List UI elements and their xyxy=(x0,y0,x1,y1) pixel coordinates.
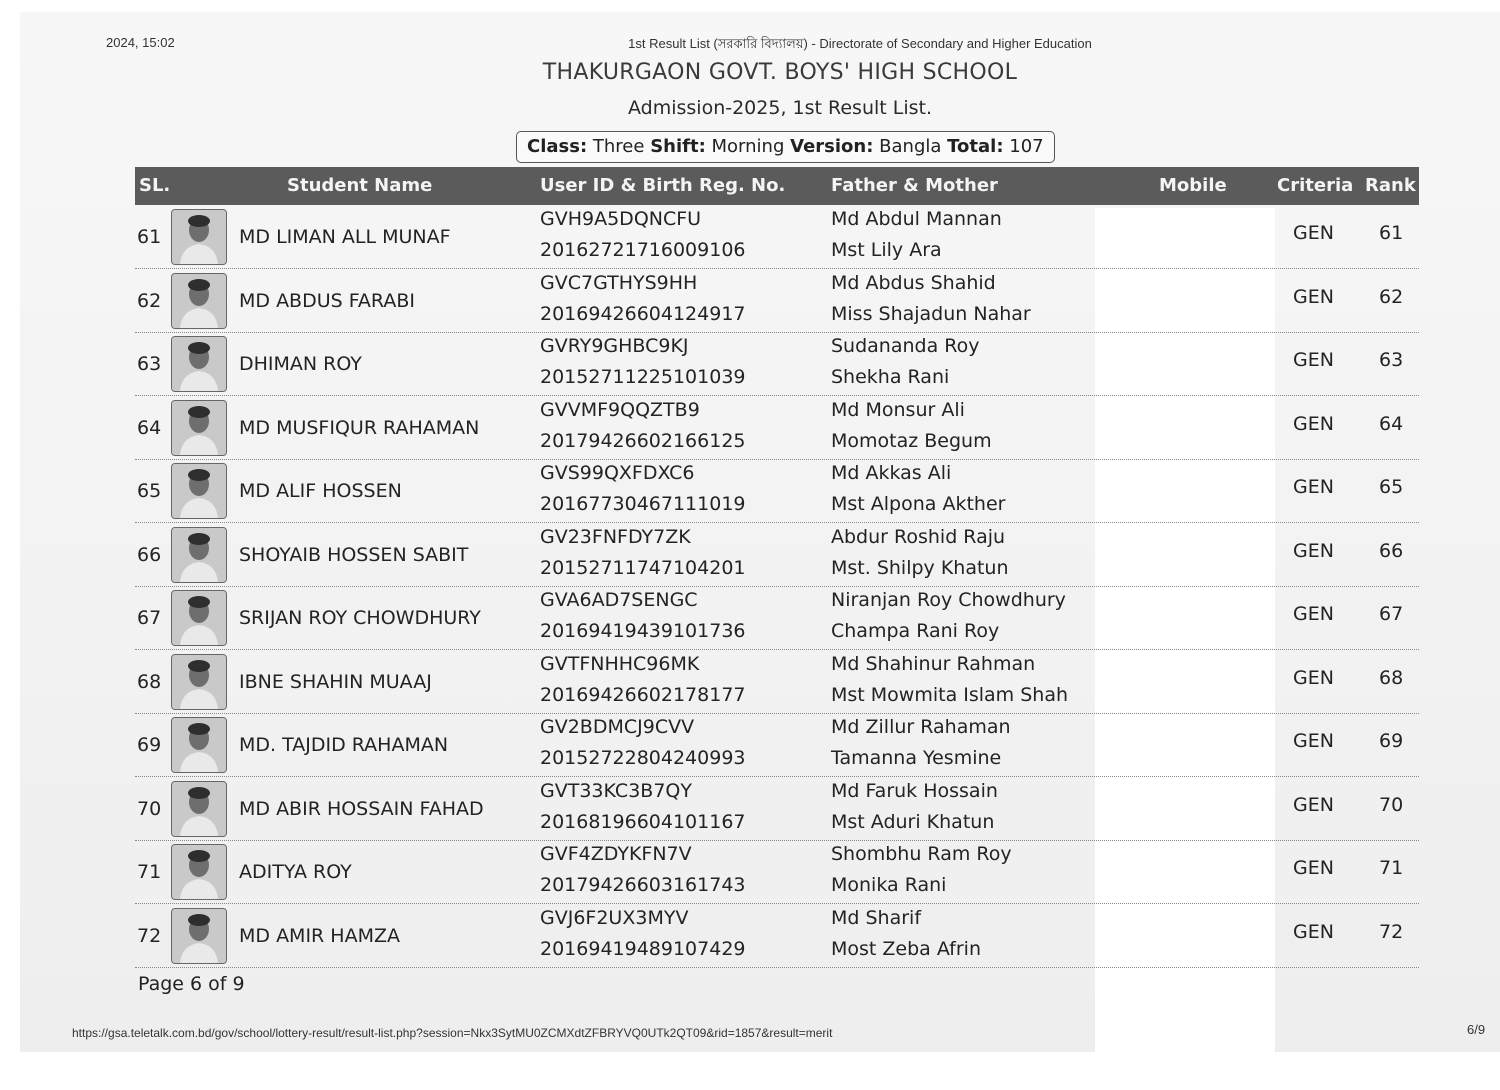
father-name: Md Zillur Rahaman xyxy=(831,716,1011,738)
admission-title: Admission-2025, 1st Result List. xyxy=(627,97,933,119)
version-label: Version: xyxy=(790,136,874,157)
serial-number: 62 xyxy=(137,289,162,312)
criteria: GEN xyxy=(1293,730,1334,752)
serial-number: 69 xyxy=(137,734,162,756)
criteria: GEN xyxy=(1293,539,1334,562)
version-value: Bangla xyxy=(879,136,942,157)
criteria: GEN xyxy=(1293,603,1334,625)
student-name: MD AMIR HAMZA xyxy=(239,924,400,947)
rank: 70 xyxy=(1379,793,1404,816)
student-photo xyxy=(171,590,227,646)
col-sl: SL. xyxy=(139,175,171,196)
rank: 63 xyxy=(1379,349,1404,371)
serial-number: 66 xyxy=(137,543,162,566)
birth-reg-number: 20169419439101736 xyxy=(540,620,746,642)
serial-number: 63 xyxy=(137,353,162,375)
student-photo xyxy=(171,654,227,710)
col-user-id: User ID & Birth Reg. No. xyxy=(540,175,786,196)
class-value: Three xyxy=(592,136,645,157)
student-photo xyxy=(171,336,227,392)
rank: 66 xyxy=(1379,539,1404,562)
criteria: GEN xyxy=(1293,285,1334,308)
page-title: 1st Result List (সরকারি বিদ্যালয়) - Directorate of Secondary and Higher Education xyxy=(628,36,1092,51)
student-name: MD MUSFIQUR RAHAMAN xyxy=(239,416,480,439)
student-photo xyxy=(171,717,227,773)
serial-number: 65 xyxy=(137,480,162,502)
shift-label: Shift: xyxy=(650,136,706,157)
mother-name: Shekha Rani xyxy=(831,366,950,388)
user-id: GVS99QXFDXC6 xyxy=(540,462,695,484)
father-name: Md Shahinur Rahman xyxy=(831,652,1036,675)
mother-name: Miss Shajadun Nahar xyxy=(831,302,1031,325)
birth-reg-number: 20152711225101039 xyxy=(540,366,746,388)
user-id: GVRY9GHBC9KJ xyxy=(540,335,689,357)
serial-number: 61 xyxy=(137,226,162,248)
print-page-number: 6/9 xyxy=(1467,1022,1486,1037)
criteria: GEN xyxy=(1293,857,1334,879)
table-row xyxy=(135,396,1419,460)
criteria: GEN xyxy=(1293,920,1334,943)
user-id: GVF4ZDYKFN7V xyxy=(540,843,692,865)
class-info-box xyxy=(516,131,1055,163)
birth-reg-number: 20169426602178177 xyxy=(540,683,746,706)
criteria: GEN xyxy=(1293,222,1334,244)
father-name: Shombhu Ram Roy xyxy=(831,843,1012,865)
father-name: Abdur Roshid Raju xyxy=(831,525,1006,548)
table-row xyxy=(135,650,1419,714)
mother-name: Mst Mowmita Islam Shah xyxy=(831,683,1069,706)
rank: 64 xyxy=(1379,412,1404,435)
father-name: Sudananda Roy xyxy=(831,335,980,357)
student-name: ADITYA ROY xyxy=(239,861,352,883)
rank: 67 xyxy=(1379,603,1404,625)
table-row xyxy=(135,269,1419,333)
father-name: Md Abdus Shahid xyxy=(831,271,996,294)
mother-name: Monika Rani xyxy=(831,874,947,896)
criteria: GEN xyxy=(1293,666,1334,689)
user-id: GVT33KC3B7QY xyxy=(540,779,692,802)
student-name: IBNE SHAHIN MUAAJ xyxy=(239,670,432,693)
mother-name: Mst Aduri Khatun xyxy=(831,810,995,833)
mother-name: Champa Rani Roy xyxy=(831,620,1000,642)
serial-number: 67 xyxy=(137,607,162,629)
student-photo xyxy=(171,209,227,265)
student-photo xyxy=(171,463,227,519)
birth-reg-number: 20169426604124917 xyxy=(540,302,746,325)
mother-name: Mst Lily Ara xyxy=(831,239,942,261)
table-row xyxy=(135,777,1419,841)
mother-name: Mst. Shilpy Khatun xyxy=(831,556,1009,579)
user-id: GVC7GTHYS9HH xyxy=(540,271,698,294)
student-name: SRIJAN ROY CHOWDHURY xyxy=(239,607,481,629)
mother-name: Momotaz Begum xyxy=(831,429,992,452)
student-name: MD LIMAN ALL MUNAF xyxy=(239,226,451,248)
user-id: GVVMF9QQZTB9 xyxy=(540,398,700,421)
student-photo xyxy=(171,844,227,900)
table-row xyxy=(135,586,1419,650)
table-row xyxy=(135,332,1419,396)
page-url: https://gsa.teletalk.com.bd/gov/school/lottery-result/result-list.php?session=Nkx3SytMU0ZCMXdtZFBRYVQ0UTk2QT09&rid=1857&result=merit xyxy=(72,1026,833,1040)
rank: 61 xyxy=(1379,222,1404,244)
table-row xyxy=(135,459,1419,523)
mother-name: Most Zeba Afrin xyxy=(831,937,981,960)
col-mobile: Mobile xyxy=(1159,175,1227,196)
table-row xyxy=(135,205,1419,269)
rank: 69 xyxy=(1379,730,1404,752)
col-rank: Rank xyxy=(1365,175,1416,196)
total-label: Total: xyxy=(947,136,1004,157)
student-photo xyxy=(171,908,227,964)
rank: 71 xyxy=(1379,857,1404,879)
user-id: GV23FNFDY7ZK xyxy=(540,525,691,548)
rank: 72 xyxy=(1379,920,1404,943)
criteria: GEN xyxy=(1293,412,1334,435)
criteria: GEN xyxy=(1293,349,1334,371)
criteria: GEN xyxy=(1293,476,1334,498)
school-name: THAKURGAON GOVT. BOYS' HIGH SCHOOL xyxy=(542,60,1018,85)
birth-reg-number: 20179426602166125 xyxy=(540,429,746,452)
rank: 68 xyxy=(1379,666,1404,689)
birth-reg-number: 20152722804240993 xyxy=(540,747,746,769)
serial-number: 68 xyxy=(137,670,162,693)
birth-reg-number: 20152711747104201 xyxy=(540,556,746,579)
student-photo xyxy=(171,781,227,837)
criteria: GEN xyxy=(1293,793,1334,816)
student-name: MD ALIF HOSSEN xyxy=(239,480,402,502)
class-label: Class: xyxy=(527,136,588,157)
table-header xyxy=(135,167,1419,205)
user-id: GVH9A5DQNCFU xyxy=(540,208,702,230)
student-name: SHOYAIB HOSSEN SABIT xyxy=(239,543,469,566)
birth-reg-number: 20162721716009106 xyxy=(540,239,746,261)
col-parents: Father & Mother xyxy=(831,175,998,196)
birth-reg-number: 20169419489107429 xyxy=(540,937,746,960)
total-value: 107 xyxy=(1009,136,1044,157)
table-row xyxy=(135,523,1419,587)
rank: 65 xyxy=(1379,476,1404,498)
user-id: GVJ6F2UX3MYV xyxy=(540,906,689,929)
father-name: Md Faruk Hossain xyxy=(831,779,998,802)
student-name: MD. TAJDID RAHAMAN xyxy=(239,734,449,756)
birth-reg-number: 20168196604101167 xyxy=(540,810,746,833)
student-photo xyxy=(171,400,227,456)
student-name: MD ABIR HOSSAIN FAHAD xyxy=(239,797,484,820)
page-indicator: Page 6 of 9 xyxy=(138,973,245,995)
user-id: GVA6AD7SENGC xyxy=(540,589,698,611)
serial-number: 70 xyxy=(137,797,162,820)
print-datetime: 2024, 15:02 xyxy=(106,35,175,50)
table-row xyxy=(135,904,1419,968)
rank: 62 xyxy=(1379,285,1404,308)
col-student-name: Student Name xyxy=(287,175,433,196)
mother-name: Tamanna Yesmine xyxy=(831,747,1002,769)
father-name: Md Sharif xyxy=(831,906,922,929)
table-row xyxy=(135,840,1419,904)
student-photo xyxy=(171,273,227,329)
serial-number: 71 xyxy=(137,861,162,883)
father-name: Md Akkas Ali xyxy=(831,462,952,484)
serial-number: 64 xyxy=(137,416,162,439)
user-id: GV2BDMCJ9CVV xyxy=(540,716,695,738)
serial-number: 72 xyxy=(137,924,162,947)
father-name: Md Monsur Ali xyxy=(831,398,965,421)
user-id: GVTFNHHC96MK xyxy=(540,652,700,675)
student-photo xyxy=(171,527,227,583)
table-row xyxy=(135,713,1419,777)
father-name: Niranjan Roy Chowdhury xyxy=(831,589,1066,611)
student-name: DHIMAN ROY xyxy=(239,353,362,375)
col-criteria: Criteria xyxy=(1277,175,1354,196)
birth-reg-number: 20167730467111019 xyxy=(540,493,746,515)
student-name: MD ABDUS FARABI xyxy=(239,289,415,312)
mother-name: Mst Alpona Akther xyxy=(831,493,1006,515)
birth-reg-number: 20179426603161743 xyxy=(540,874,746,896)
father-name: Md Abdul Mannan xyxy=(831,208,1002,230)
shift-value: Morning xyxy=(711,136,785,157)
